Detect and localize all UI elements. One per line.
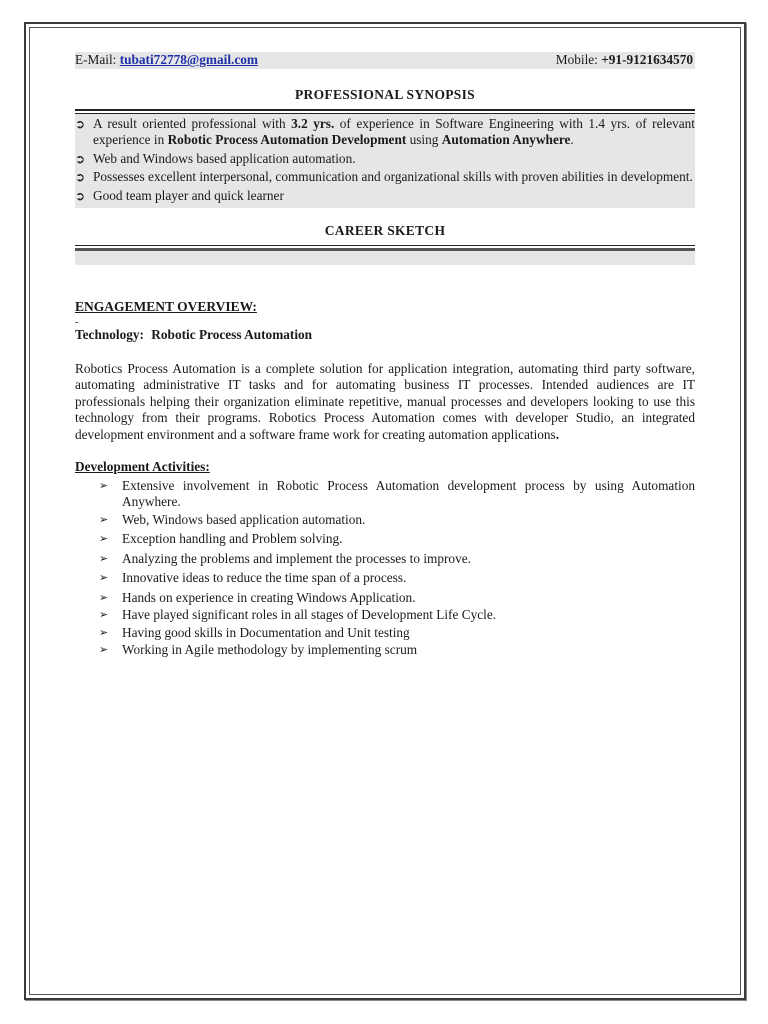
overview-end: . <box>555 426 560 442</box>
synopsis-text: using <box>406 132 442 147</box>
arrowhead-bullet-icon: ➢ <box>99 551 109 565</box>
email-group <box>75 52 258 69</box>
arrow-bullet-icon: ➲ <box>75 151 86 166</box>
synopsis-text: Web and Windows based application automation. <box>93 150 356 166</box>
arrowhead-bullet-icon: ➢ <box>99 625 109 639</box>
contact-bar <box>75 52 695 69</box>
development-item <box>75 551 695 568</box>
development-heading: Development Activities: <box>75 459 210 474</box>
development-item <box>75 642 695 659</box>
arrowhead-bullet-icon: ➢ <box>99 590 109 604</box>
development-item-text: Extensive involvement in Robotic Process Automation development process by using Automation Anywhere. <box>122 477 695 509</box>
synopsis-rule <box>75 109 695 111</box>
development-item <box>75 590 695 607</box>
development-item <box>75 570 695 587</box>
development-item <box>75 625 695 642</box>
synopsis-list <box>75 116 695 205</box>
synopsis-text: Good team player and quick learner <box>93 187 284 203</box>
dash-mark: - <box>75 317 79 328</box>
development-item <box>75 607 695 624</box>
synopsis-item <box>75 188 695 205</box>
technology-label: Technology: <box>75 327 144 342</box>
development-item-text: Analyzing the problems and implement the processes to improve. <box>122 550 471 566</box>
synopsis-item <box>75 116 695 149</box>
arrowhead-bullet-icon: ➢ <box>99 643 109 656</box>
development-item-text: Web, Windows based application automation. <box>122 511 366 527</box>
mobile-group <box>556 52 693 69</box>
technology-value: Robotic Process Automation <box>151 327 313 342</box>
development-item <box>75 478 695 511</box>
synopsis-item <box>75 151 695 168</box>
arrowhead-bullet-icon: ➢ <box>99 608 109 621</box>
development-item-text: Exception handling and Problem solving. <box>122 531 343 546</box>
arrowhead-bullet-icon: ➢ <box>99 532 109 545</box>
arrow-bullet-icon: ➲ <box>75 188 86 203</box>
arrowhead-bullet-icon: ➢ <box>99 571 109 584</box>
resume-content <box>75 52 695 660</box>
synopsis-text: Possesses excellent interpersonal, communication and organizational skills with proven abilities in development. <box>93 169 693 184</box>
overview-text: Robotics Process Automation is a complete solution for application integration, automating third party software, automating administrative IT tasks and for automating business IT processes. Intended audiences are IT professionals helping their organization eliminate repetitive, manual processes and developers looking to use this technology from their programs. Robotics Process Automation comes with developer Studio, an integrated development environment and a software frame work for creating automation applications <box>75 360 695 442</box>
synopsis-text: . <box>570 132 574 147</box>
synopsis-text: of experience in Software Engineering with 1.4 yrs. of relevant experience in <box>93 115 695 147</box>
development-item-text: Having good skills in Documentation and Unit testing <box>122 624 410 640</box>
development-item <box>75 531 695 548</box>
arrow-bullet-icon: ➲ <box>75 170 86 184</box>
technology-line <box>75 327 695 344</box>
development-item-text: Working in Agile methodology by implementing scrum <box>122 642 418 657</box>
synopsis-emphasis: 3.2 yrs. <box>291 115 335 131</box>
development-item-text: Have played significant roles in all stages of Development Life Cycle. <box>122 607 497 622</box>
synopsis-title: PROFESSIONAL SYNOPSIS <box>295 87 475 102</box>
synopsis-emphasis: Automation Anywhere <box>441 132 571 147</box>
synopsis-emphasis: Robotic Process Automation Development <box>167 132 407 147</box>
mobile-value: +91-9121634570 <box>601 52 693 68</box>
engagement-heading: ENGAGEMENT OVERVIEW: <box>75 298 257 314</box>
career-rule <box>75 245 695 246</box>
development-item-text: Innovative ideas to reduce the time span of a process. <box>122 570 407 585</box>
synopsis-text: A result oriented professional with <box>93 115 292 131</box>
email-link[interactable]: tubati72778@gmail.com <box>119 52 258 68</box>
overview-paragraph <box>75 361 695 444</box>
development-item-text: Hands on experience in creating Windows Application. <box>122 589 416 605</box>
synopsis-box <box>75 114 695 209</box>
development-item <box>75 512 695 529</box>
career-band <box>75 248 695 265</box>
arrowhead-bullet-icon: ➢ <box>99 478 109 492</box>
development-list <box>75 478 695 659</box>
synopsis-item <box>75 169 695 186</box>
arrow-bullet-icon: ➲ <box>75 116 86 131</box>
arrowhead-bullet-icon: ➢ <box>99 512 109 526</box>
career-title: CAREER SKETCH <box>324 223 446 238</box>
email-label: E-Mail: <box>75 52 117 68</box>
mobile-label: Mobile: <box>555 52 598 68</box>
